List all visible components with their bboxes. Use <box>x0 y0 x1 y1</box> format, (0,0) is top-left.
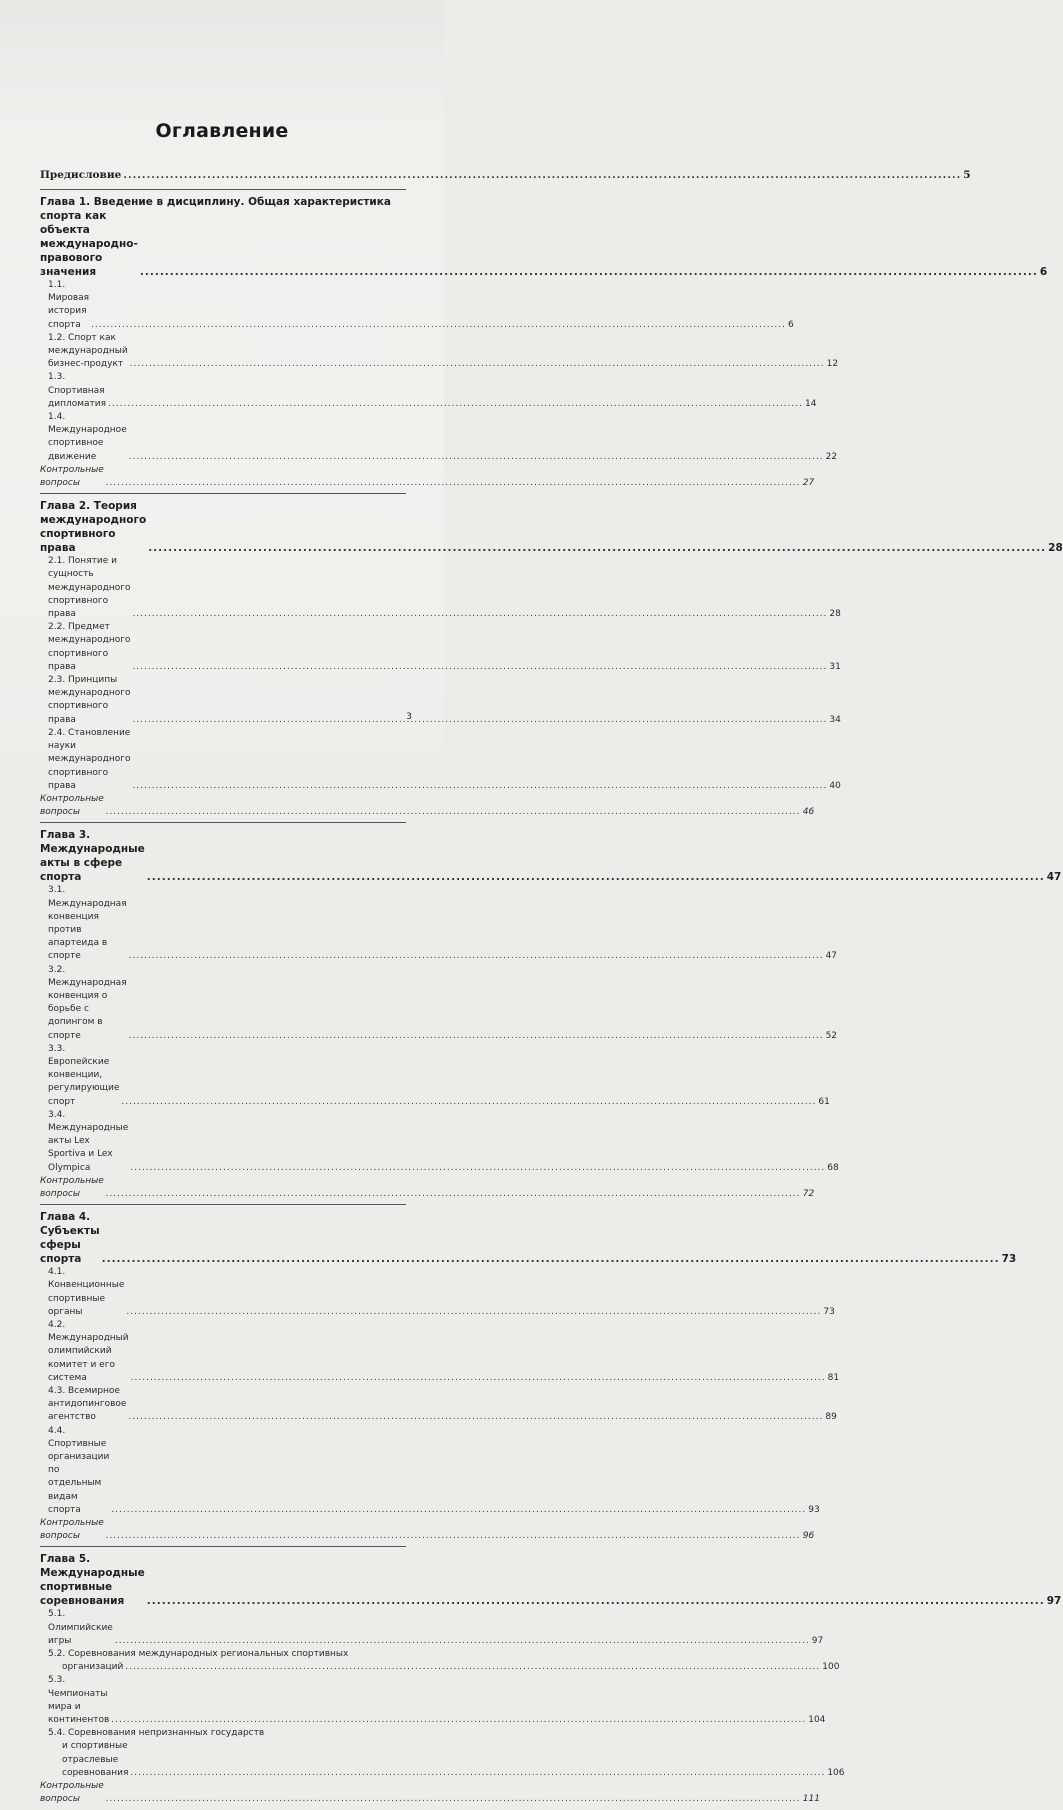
section-entry <box>40 1319 840 1385</box>
dot-leader <box>106 1793 801 1806</box>
chapter-title <box>40 1552 1062 1608</box>
questions-entry <box>40 793 815 819</box>
section-page: 34 <box>829 714 841 725</box>
section-entry <box>40 371 817 411</box>
section-entry <box>40 674 841 727</box>
section-entry <box>40 1043 830 1109</box>
section-entry-multiline <box>40 1727 845 1780</box>
page-number: 3 <box>406 712 412 722</box>
section-label-line2: и спортивные отраслевые соревнования <box>62 1741 129 1778</box>
section-page: 73 <box>823 1306 835 1317</box>
section-entry <box>40 727 841 793</box>
section-page: 40 <box>829 780 841 791</box>
section-label: 2.3. Принципы международного спортивного права <box>48 675 131 725</box>
questions-page: 111 <box>802 1794 820 1805</box>
questions-page: 46 <box>802 807 815 818</box>
chapter-title-text: Глава 2. Теория международного спортивного права <box>40 500 147 555</box>
dot-leader <box>106 1188 801 1201</box>
dot-leader <box>108 398 803 411</box>
entry-page: 5 <box>963 169 971 181</box>
section-entry <box>40 1674 826 1727</box>
chapter-title-text: Глава 5. Международные спортивные соревнования <box>40 1553 145 1608</box>
section-entry <box>40 1385 837 1425</box>
dot-leader <box>129 950 824 963</box>
section-entry <box>40 884 838 963</box>
dot-leader <box>132 780 827 793</box>
dot-leader <box>129 451 824 464</box>
section-page: 14 <box>804 398 817 409</box>
section-label: 2.4. Становление науки международного спортивного права <box>48 727 131 791</box>
chapter-title <box>40 1210 1017 1266</box>
toc-entry-preface <box>40 168 971 182</box>
section-label-line1: 5.4. Соревнования непризнанных государств <box>48 1728 265 1739</box>
section-label: 1.3. Спортивная дипломатия <box>48 372 107 409</box>
section-entry <box>40 279 794 332</box>
section-label: 2.1. Понятие и сущность международного спортивного права <box>48 556 131 620</box>
dot-leader <box>130 1162 825 1175</box>
section-page: 28 <box>829 609 841 620</box>
chapter-title-text: Глава 3. Международные акты в сфере спорта <box>40 829 145 884</box>
table-of-contents <box>40 168 1063 1810</box>
section-entry <box>40 1425 820 1517</box>
section-page: 47 <box>825 951 838 962</box>
section-page: 22 <box>825 451 838 462</box>
section-page: 31 <box>829 661 841 672</box>
questions-page: 72 <box>802 1188 815 1199</box>
section-entry <box>40 1109 839 1175</box>
section-entry <box>40 1608 824 1648</box>
questions-label: Контрольные вопросы <box>40 793 104 818</box>
dot-leader <box>140 265 1038 279</box>
section-entry <box>40 332 839 372</box>
chapter-title-text: Глава 4. Субъекты сферы спорта <box>40 1211 100 1266</box>
section-label: 1.2. Спорт как международный бизнес-продукт <box>48 332 128 370</box>
section-entry <box>40 621 841 674</box>
chapter-4 <box>40 1204 1017 1543</box>
chapter-page: 28 <box>1048 542 1063 555</box>
questions-entry <box>40 1175 815 1201</box>
dot-leader <box>106 1530 801 1543</box>
section-page: 81 <box>827 1372 840 1383</box>
section-label: 3.2. Международная конвенция о борьбе с допингом в спорте <box>48 964 127 1041</box>
section-label: 4.4. Спортивные организации по отдельным видам спорта <box>48 1425 110 1515</box>
section-label: 1.4. Международное спортивное движение <box>48 412 127 462</box>
section-entry <box>40 411 838 464</box>
section-page: 93 <box>808 1504 820 1515</box>
dot-leader <box>147 870 1045 884</box>
dot-leader <box>130 1767 825 1780</box>
section-label: 3.3. Европейские конвенции, регулирующие спорт <box>48 1043 120 1107</box>
dot-leader <box>106 477 801 490</box>
chapter-5 <box>40 1546 1062 1806</box>
questions-entry <box>40 1780 820 1806</box>
section-label: 5.1. Олимпийские игры <box>48 1609 113 1646</box>
section-page: 104 <box>808 1715 826 1726</box>
dot-leader <box>131 1372 826 1385</box>
questions-entry <box>40 464 815 490</box>
section-label: 4.1. Конвенционные спортивные органы <box>48 1267 125 1317</box>
chapter-page: 47 <box>1046 871 1062 884</box>
dot-leader <box>106 806 801 819</box>
chapter-page: 97 <box>1046 1595 1062 1608</box>
section-page: 100 <box>822 1662 840 1673</box>
questions-entry <box>40 1517 815 1543</box>
dot-leader <box>115 1635 810 1648</box>
chapter-2 <box>40 493 1063 819</box>
section-page: 89 <box>825 1412 837 1423</box>
dot-leader <box>111 1504 806 1517</box>
section-page: 52 <box>825 1030 838 1041</box>
chapter-1 <box>40 189 1048 490</box>
section-page: 97 <box>811 1635 824 1646</box>
dot-leader <box>91 319 786 332</box>
section-entry <box>40 964 838 1043</box>
chapter-page: 6 <box>1039 266 1048 278</box>
chapter-page: 73 <box>1001 1253 1017 1266</box>
section-continuation <box>48 1740 845 1780</box>
section-label: 3.4. Международные акты Lex Sportiva и Lex Olympica <box>48 1109 129 1173</box>
section-label: 5.3. Чемпионаты мира и континентов <box>48 1675 110 1726</box>
dot-leader <box>128 1411 823 1424</box>
questions-label: Контрольные вопросы <box>40 464 104 489</box>
section-label: 3.1. Международная конвенция против апартеида в спорте <box>48 885 127 962</box>
section-label: 4.2. Международный олимпийский комитет и его система <box>48 1320 129 1383</box>
section-page: 12 <box>826 359 839 370</box>
section-label-line1: 5.2. Соревнования международных региональных спортивных <box>48 1649 349 1660</box>
section-page: 68 <box>827 1162 839 1173</box>
section-continuation <box>48 1661 840 1674</box>
section-entry <box>40 555 841 621</box>
dot-leader <box>111 1714 806 1727</box>
chapter-title-line2: спорта как объекта международно-правового значения <box>40 210 138 278</box>
dot-leader <box>126 1306 821 1319</box>
dot-leader <box>132 661 827 674</box>
dot-leader <box>121 1096 816 1109</box>
dot-leader <box>148 541 1046 555</box>
chapter-title <box>40 828 1062 884</box>
dot-leader <box>132 714 827 727</box>
questions-label: Контрольные вопросы <box>40 1175 104 1199</box>
dot-leader <box>102 1252 1000 1266</box>
section-label: 4.3. Всемирное антидопинговое агентство <box>48 1386 127 1423</box>
page-title: Оглавление <box>155 120 289 142</box>
section-entry-multiline <box>40 1648 840 1674</box>
questions-page: 27 <box>802 478 815 489</box>
chapter-title <box>40 209 1048 279</box>
dot-leader <box>129 1030 824 1043</box>
section-label: 2.2. Предмет международного спортивного права <box>48 622 131 672</box>
chapter-title-line1: Глава 1. Введение в дисциплину. Общая характеристика <box>40 196 392 208</box>
dot-leader <box>123 168 961 182</box>
dot-leader <box>147 1594 1045 1608</box>
section-entry <box>40 1266 835 1319</box>
chapter-title <box>40 499 1063 555</box>
section-label: 1.1. Мировая история спорта <box>48 280 90 330</box>
section-page: 61 <box>818 1096 830 1107</box>
questions-page: 96 <box>802 1531 815 1542</box>
questions-label: Контрольные вопросы <box>40 1518 104 1542</box>
entry-label: Предисловие <box>40 169 122 181</box>
dot-leader <box>125 1661 820 1674</box>
dot-leader <box>132 608 827 621</box>
section-page: 106 <box>827 1767 845 1778</box>
section-page: 6 <box>788 319 794 330</box>
section-label-line2: организаций <box>62 1662 124 1673</box>
dot-leader <box>130 358 825 371</box>
questions-label: Контрольные вопросы <box>40 1781 104 1805</box>
chapter-3 <box>40 822 1062 1201</box>
